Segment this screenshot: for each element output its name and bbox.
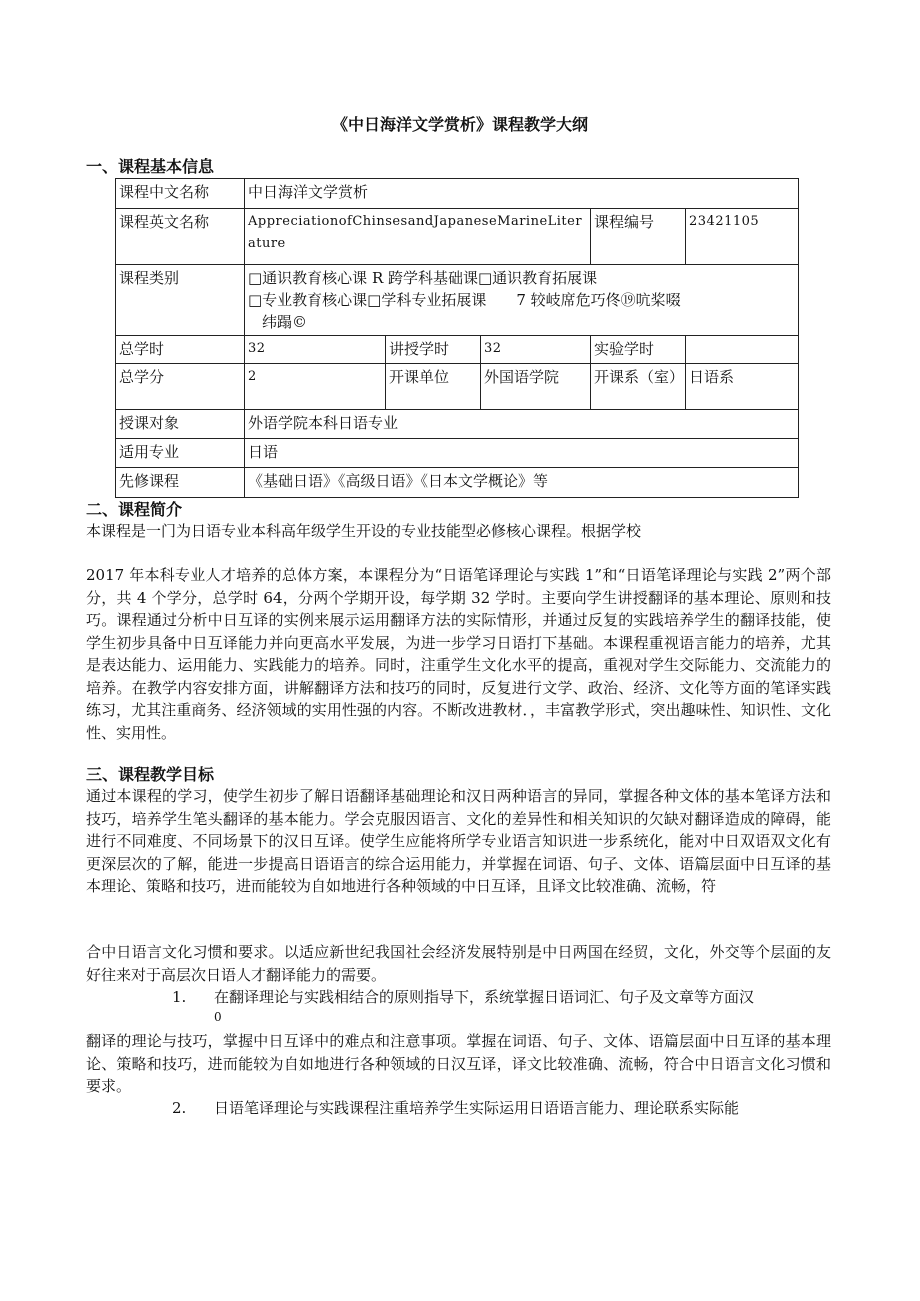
audience-value: 外语学院本科日语专业 [245, 410, 799, 439]
intro-paragraph: 2017 年本科专业人才培养的总体方案，本课程分为“日语笔译理论与实践 1”和“日语笔译理论与实践 2”两个部分，共 4 个学分，总学时 64，分两个学期开设，每学期 32 学时。主要向学生讲授翻译的基本理论、原则和技巧。课程通过分析中日互译的实例来展示运用翻译方法的实际情形，并通过反复的实践培养学生的翻译技能，使学生初步具备中日互译能力并向更高水平发展，为进一步学习日语打下基础。本课程重视语言能力的培养，尤其是表达能力、运用能力、实践能力的培养。同时，注重学生文化水平的提高，重视对学生交际能力、交流能力的培养。在教学内容安排方面，讲解翻译方法和技巧的同时，反复进行文学、政治、经济、文化等方面的笔译实践练习，尤其注重商务、经济领域的实用性强的内容。不断改进教材．，丰富教学形式，突出趣味性、知识性、文化性、实用性。 [86, 566, 831, 742]
en-name-value: AppreciationofChinsesandJapaneseMarineLiterature [245, 209, 591, 265]
intro-first-line: 本课程是一门为日语专业本科高年级学生开设的专业技能型必修核心课程。根据学校 [86, 522, 642, 540]
goal-item-1-stray-mark: 0 [214, 1010, 222, 1024]
lab-hours-value [686, 336, 799, 364]
course-info-table [115, 178, 799, 498]
goal-item-1-continuation: 翻译的理论与技巧，掌握中日互译中的难点和注意事项。掌握在词语、句子、文体、语篇层面中日互译的基本理论、策略和技巧，进而能较为自如地进行各种领域的日汉互译，译文比较准确、流畅，符合中日语言文化习惯和要求。 [86, 1032, 831, 1095]
category-label: 课程类别 [116, 265, 245, 336]
course-code-label: 课程编号 [591, 209, 686, 265]
audience-label: 授课对象 [116, 410, 245, 439]
total-hours-value: 32 [245, 336, 386, 364]
cn-name-label: 课程中文名称 [116, 179, 245, 209]
category-line-3: 纬蹋© [262, 313, 308, 331]
section-heading-goals: 三、课程教学目标 [86, 765, 215, 784]
applicable-major-value: 日语 [245, 439, 799, 468]
table-row [116, 209, 799, 265]
table-row [116, 336, 799, 364]
goals-paragraph-2: 合中日语言文化习惯和要求。以适应新世纪我国社会经济发展特别是中日两国在经贸，文化，外交等个层面的友好往来对于高层次日语人才翻译能力的需要。 [86, 943, 831, 984]
table-row [116, 179, 799, 209]
offering-dept-label: 开课系（室） [591, 364, 686, 410]
section-heading-basic-info: 一、课程基本信息 [86, 157, 215, 176]
total-credits-value: 2 [245, 364, 386, 410]
section-heading-intro: 二、课程简介 [86, 500, 183, 519]
goals-paragraph-1: 通过本课程的学习，使学生初步了解日语翻译基础理论和汉日两种语言的异同，掌握各种文体的基本笔译方法和技巧，培养学生笔头翻译的基本能力。学会克服因语言、文化的差异性和相关知识的欠缺对翻译造成的障碍，能进行不同难度、不同场景下的汉日互译。使学生应能将所学专业语言知识进一步系统化，能对中日双语双文化有更深层次的了解，能进一步提高日语语言的综合运用能力，并掌握在词语、句子、文体、语篇层面中日互译的基本理论、策略和技巧，进而能较为自如地进行各种领域的中日互译，且译文比较准确、流畅，符 [86, 787, 831, 895]
table-row [116, 265, 799, 336]
goal-item-1-text: 在翻译理论与实践相结合的原则指导下，系统掌握日语词汇、句子及文章等方面汉 [214, 988, 755, 1006]
lecture-hours-label: 讲授学时 [386, 336, 481, 364]
en-name-label: 课程英文名称 [116, 209, 245, 265]
document-title: 《中日海洋文学赏析》课程教学大纲 [331, 115, 588, 134]
goal-item-1-number: 1. [172, 988, 187, 1006]
category-value [245, 265, 799, 336]
course-code-value: 23421105 [686, 209, 799, 265]
table-row [116, 468, 799, 498]
table-row [116, 364, 799, 410]
prerequisite-label: 先修课程 [116, 468, 245, 498]
prerequisite-value: 《基础日语》《高级日语》《日本文学概论》等 [245, 468, 799, 498]
offering-unit-value: 外国语学院 [481, 364, 591, 410]
lab-hours-label: 实验学时 [591, 336, 686, 364]
offering-dept-value: 日语系 [686, 364, 799, 410]
goal-item-2-number: 2. [172, 1099, 187, 1117]
offering-unit-label: 开课单位 [386, 364, 481, 410]
table-row [116, 439, 799, 468]
total-credits-label: 总学分 [116, 364, 245, 410]
category-line-1: □通识教育核心课 R 跨学科基础课□通识教育拓展课 [248, 269, 598, 287]
applicable-major-label: 适用专业 [116, 439, 245, 468]
total-hours-label: 总学时 [116, 336, 245, 364]
cn-name-value: 中日海洋文学赏析 [245, 179, 799, 209]
table-row [116, 410, 799, 439]
category-line-2: □专业教育核心课□学科专业拓展课 7 较岐席危巧佟⑲吭桨啜 [248, 291, 681, 309]
lecture-hours-value: 32 [481, 336, 591, 364]
goal-item-2-text: 日语笔译理论与实践课程注重培养学生实际运用日语语言能力、理论联系实际能 [214, 1099, 740, 1117]
